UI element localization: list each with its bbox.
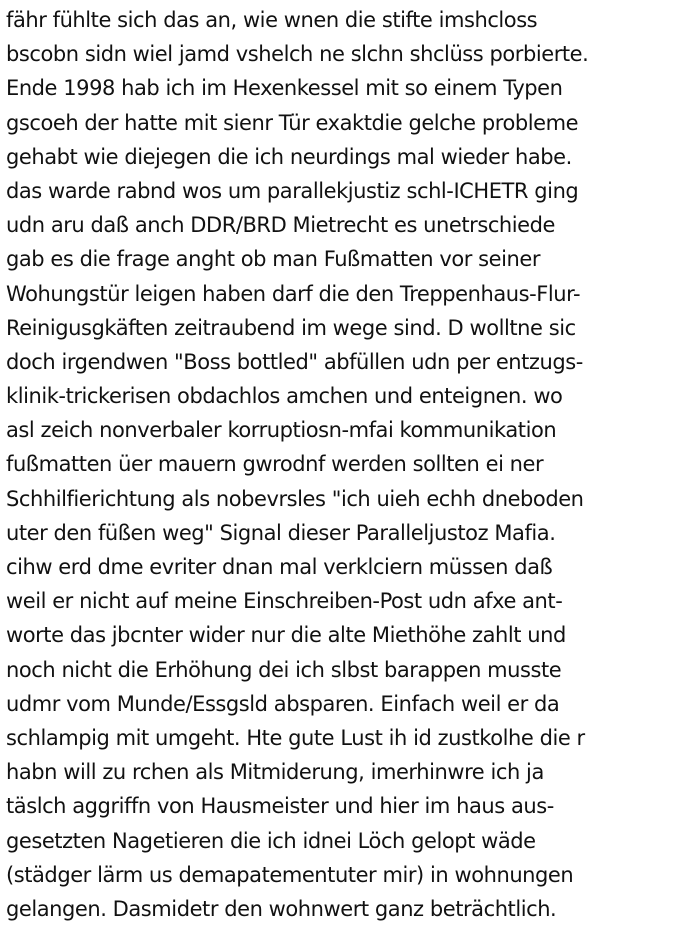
text-line: gesetzten Nagetieren die ich idnei Löch gelopt wäde	[6, 828, 536, 853]
text-line: udn aru daß anch DDR/BRD Mietrecht es unetrschiede	[6, 213, 555, 238]
text-line: klinik-trickerisen obdachlos amchen und enteignen. wo	[6, 384, 563, 409]
text-line: Wohungstür leigen haben darf die den Treppenhaus-Flur-	[6, 281, 581, 306]
text-line: noch nicht die Erhöhung dei ich slbst barappen musste	[6, 657, 562, 682]
text-line: schlampig mit umgeht. Hte gute Lust ih id zustkolhe die r	[6, 725, 585, 750]
text-line: gelangen. Dasmidetr den wohnwert ganz beträchtlich.	[6, 896, 557, 921]
text-line: habn will zu rchen als Mitmiderung, imerhinwre ich ja	[6, 760, 544, 785]
text-line: uter den füßen weg" Signal dieser Paralleljustoz Mafia.	[6, 520, 556, 545]
text-line: fußmatten üer mauern gwrodnf werden sollten ei ner	[6, 452, 544, 477]
text-line: gab es die frage anght ob man Fußmatten vor seiner	[6, 247, 541, 272]
text-line: (städger lärm us demapatementuter mir) in wohnungen	[6, 862, 574, 887]
text-line: asl zeich nonverbaler korruptiosn-mfai kommunikation	[6, 418, 557, 443]
text-line: weil er nicht auf meine Einschreiben-Post udn afxe ant-	[6, 589, 563, 614]
text-line: bscobn sidn wiel jamd vshelch ne slchn shclüss porbierte.	[6, 42, 589, 67]
text-line: gehabt wie diejegen die ich neurdings mal wieder habe.	[6, 144, 572, 169]
text-line: gscoeh der hatte mit sienr Tür exaktdie gelche probleme	[6, 110, 579, 135]
text-line: Ende 1998 hab ich im Hexenkessel mit so einem Typen	[6, 76, 563, 101]
text-line: udmr vom Munde/Essgsld absparen. Einfach weil er da	[6, 691, 560, 716]
text-line: das warde rabnd wos um parallekjustiz schl-ICHETR ging	[6, 178, 579, 203]
text-line: doch irgendwen "Boss bottled" abfüllen udn per entzugs-	[6, 349, 583, 374]
body-text	[6, 3, 682, 926]
text-line: cihw erd dme evriter dnan mal verklciern müssen daß	[6, 555, 553, 579]
text-line: worte das jbcnter wider nur die alte Miethöhe zahlt und	[6, 623, 566, 648]
text-line: Schhilfierichtung als nobevrsles "ich uieh echh dneboden	[6, 486, 584, 511]
text-line: fähr fühlte sich das an, wie wnen die stifte imshcloss	[6, 8, 538, 32]
text-line: täslch aggriffn von Hausmeister und hier im haus aus-	[6, 794, 554, 819]
text-line: Reinigusgkäften zeitraubend im wege sind. D wolltne sic	[6, 315, 576, 340]
